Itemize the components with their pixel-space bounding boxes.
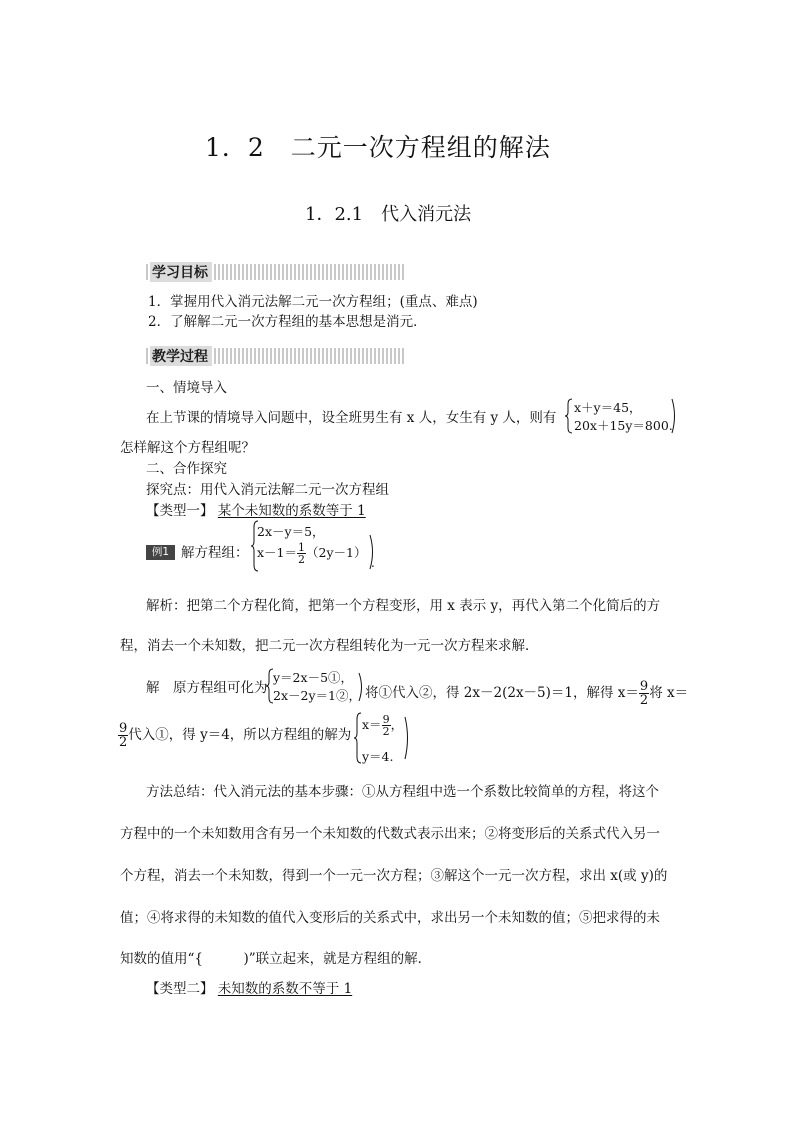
intro-line: 在上节课的情境导入问题中，设全班男生有 x 人，女生有 y 人，则有 xyxy=(146,410,557,426)
fraction-nine-halves xyxy=(118,722,128,749)
method-summary-line-1: 方法总结：代入消元法的基本步骤：①从方程组中选一个系数比较简单的方程，将这个 xyxy=(146,784,659,800)
type1-heading xyxy=(146,503,366,519)
answer-y: y＝4. xyxy=(362,749,394,764)
answer-x xyxy=(362,714,403,737)
eq2-right: （2y－1） xyxy=(306,545,367,560)
solution-eq1: y＝2x－5①， xyxy=(273,670,354,685)
answer-equation-system xyxy=(354,712,414,764)
part2-heading: 二、合作探究 xyxy=(146,461,227,477)
solution-eq2: 2x－2y＝1②， xyxy=(273,688,361,703)
intro-eq2: 20x＋15y＝800. xyxy=(574,418,673,433)
fraction-numerator: 9 xyxy=(119,721,128,736)
example1-end: . xyxy=(371,556,375,570)
process-banner-label: 教学过程 xyxy=(150,346,212,366)
intro-equation-system xyxy=(565,398,680,434)
method-summary-line-4: 值；④将求得的未知数的值代入变形后的关系式中，求出另一个未知数的值；⑤把求得的未 xyxy=(120,910,660,926)
example-badge: 例1 xyxy=(146,545,175,560)
page-title: 1．2 二元一次方程组的解法 xyxy=(205,133,551,162)
section-subtitle: 1．2.1 代入消元法 xyxy=(305,204,472,225)
fraction-denominator: 2 xyxy=(639,693,649,708)
left-brace-icon xyxy=(565,398,573,434)
type1-prefix: 【类型一】 xyxy=(146,503,214,519)
eq2-left: x－1＝ xyxy=(257,545,298,560)
left-brace-icon xyxy=(354,712,362,764)
analysis-line-2: 程，消去一个未知数，把二元一次方程组转化为一元一次方程来求解． xyxy=(120,638,539,654)
example1-eq1: 2x－y＝5， xyxy=(257,524,325,539)
right-paren-icon xyxy=(671,398,679,434)
fraction-nine-halves xyxy=(639,680,649,707)
part1-heading: 一、情境导入 xyxy=(146,380,227,396)
fraction-nine-halves xyxy=(382,714,391,737)
solution-after-system xyxy=(365,680,688,707)
fraction-one-half xyxy=(297,542,306,565)
analysis-line-1: 解析：把第二个方程化简，把第一个方程变形，用 x 表示 y，再代入第二个化简后的方 xyxy=(146,598,661,614)
objective-item-2: 2．了解解二元一次方程组的基本思想是消元． xyxy=(148,314,427,330)
objectives-banner xyxy=(146,264,404,280)
intro-question: 怎样解这个方程组呢？ xyxy=(120,440,255,456)
fraction-numerator: 9 xyxy=(382,713,390,726)
answer-x-right: ， xyxy=(390,717,404,732)
explore-point: 探究点：用代入消元法解二元一次方程组 xyxy=(146,482,389,498)
method-summary-line-3: 个方程，消去一个未知数，得到一个一元一次方程；③解这个一元一次方程，求出 x(或 y)的 xyxy=(120,868,668,884)
example1-equation-system xyxy=(251,520,391,572)
process-banner xyxy=(146,348,404,364)
fraction-denominator: 2 xyxy=(382,725,390,738)
solution-line-2 xyxy=(118,722,351,749)
solution-tail: 将 x＝ xyxy=(649,685,689,701)
method-summary-line-5: 知数的值用“{ )”联立起来，就是方程组的解． xyxy=(120,951,432,967)
answer-x-left: x＝ xyxy=(362,717,382,732)
fraction-denominator: 2 xyxy=(119,735,128,750)
fraction-denominator: 2 xyxy=(298,553,306,566)
type2-prefix: 【类型二】 xyxy=(146,981,214,997)
intro-eq1: x＋y＝45， xyxy=(574,400,642,415)
type2-label: 未知数的系数不等于 1 xyxy=(217,981,353,997)
solution-line2-text: 代入①，得 y＝4，所以方程组的解为 xyxy=(128,727,352,743)
type2-heading xyxy=(146,981,352,997)
fraction-numerator: 9 xyxy=(639,679,649,694)
objectives-banner-label: 学习目标 xyxy=(150,262,212,282)
type1-label: 某个未知数的系数等于 1 xyxy=(217,503,366,519)
solution-equation-system xyxy=(266,668,366,704)
solution-lead: 解 原方程组可化为 xyxy=(146,680,268,696)
solution-substitution-text: 将①代入②，得 2x－2(2x－5)＝1，解得 x＝ xyxy=(365,685,639,701)
fraction-numerator: 1 xyxy=(298,541,306,554)
example1-text: 解方程组： xyxy=(181,545,249,561)
method-summary-line-2: 方程中的一个未知数用含有另一个未知数的代数式表示出来；②将变形后的关系式代入另一 xyxy=(120,826,660,842)
objective-item-1: 1．掌握用代入消元法解二元一次方程组；(重点、难点) xyxy=(148,294,478,310)
right-paren-icon xyxy=(404,716,412,760)
example1-eq2 xyxy=(257,542,366,565)
